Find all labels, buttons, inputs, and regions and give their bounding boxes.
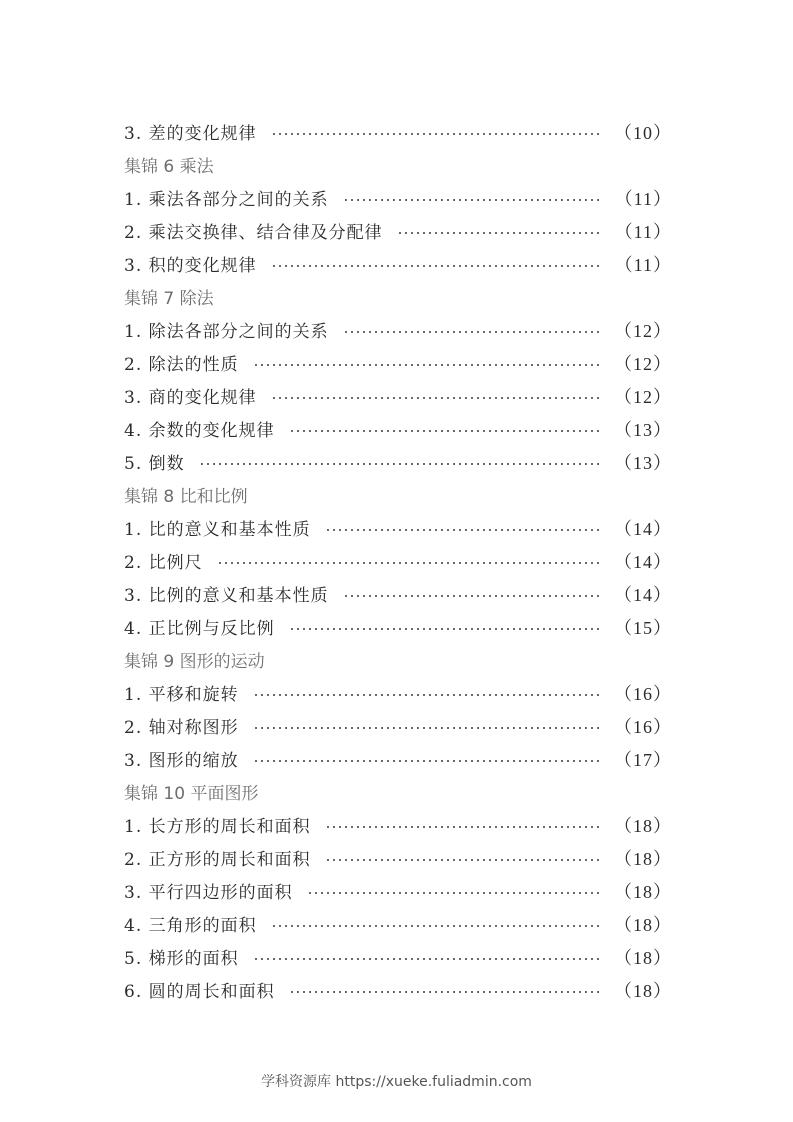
toc-entry-title: 2. 除法的性质 xyxy=(124,355,239,375)
dot-leader xyxy=(397,232,601,234)
toc-page-number: （16） xyxy=(614,716,672,737)
toc-entry[interactable] xyxy=(124,907,672,940)
toc-entry[interactable] xyxy=(124,709,672,742)
toc-page-number: （12） xyxy=(614,353,672,374)
toc-page-number: （15） xyxy=(614,617,672,638)
toc-page-number: （18） xyxy=(614,980,672,1001)
toc-entry-title: 4. 三角形的面积 xyxy=(124,916,257,936)
toc-entry-title: 4. 余数的变化规律 xyxy=(124,421,275,441)
dot-leader xyxy=(253,958,600,960)
toc-entry-title: 3. 平行四边形的面积 xyxy=(124,883,293,903)
toc-page-number: （13） xyxy=(614,452,672,473)
toc-page-number: （12） xyxy=(614,386,672,407)
section-heading-text: 集锦 6 乘法 xyxy=(124,157,214,177)
dot-leader xyxy=(271,265,601,267)
toc-page-number: （13） xyxy=(614,419,672,440)
toc-page-number: （11） xyxy=(614,188,672,209)
toc-page-number: （18） xyxy=(614,881,672,902)
toc-entry-title: 3. 商的变化规律 xyxy=(124,388,257,408)
toc-page-number: （11） xyxy=(614,254,672,275)
toc-entry-title: 2. 乘法交换律、结合律及分配律 xyxy=(124,223,383,243)
toc-entry[interactable] xyxy=(124,577,672,610)
toc-entry[interactable] xyxy=(124,379,672,412)
toc-page-number: （18） xyxy=(614,947,672,968)
footer-watermark: 学科资源库 https://xueke.fuliadmin.com xyxy=(261,1074,532,1090)
dot-leader xyxy=(307,892,600,894)
toc-entry-title: 5. 梯形的面积 xyxy=(124,949,239,969)
toc-entry[interactable] xyxy=(124,247,672,280)
section-heading-text: 集锦 7 除法 xyxy=(124,289,214,309)
toc-entry[interactable] xyxy=(124,313,672,346)
table-of-contents xyxy=(124,115,672,1006)
toc-entry[interactable] xyxy=(124,676,672,709)
dot-leader xyxy=(325,826,600,828)
toc-entry-title: 2. 轴对称图形 xyxy=(124,718,239,738)
toc-entry[interactable] xyxy=(124,115,672,148)
toc-page-number: （17） xyxy=(614,749,672,770)
dot-leader xyxy=(253,364,600,366)
toc-entry-title: 2. 比例尺 xyxy=(124,553,203,573)
dot-leader xyxy=(289,991,600,993)
dot-leader xyxy=(217,562,600,564)
toc-entry[interactable] xyxy=(124,808,672,841)
toc-entry[interactable] xyxy=(124,511,672,544)
toc-entry[interactable] xyxy=(124,544,672,577)
toc-page-number: （18） xyxy=(614,848,672,869)
dot-leader xyxy=(253,760,600,762)
section-heading-text: 集锦 10 平面图形 xyxy=(124,784,259,804)
toc-entry-title: 6. 圆的周长和面积 xyxy=(124,982,275,1002)
dot-leader xyxy=(343,595,600,597)
toc-entry[interactable] xyxy=(124,346,672,379)
toc-page-number: （10） xyxy=(614,122,672,143)
dot-leader xyxy=(325,529,600,531)
toc-entry-title: 1. 长方形的周长和面积 xyxy=(124,817,311,837)
toc-entry-title: 1. 平移和旋转 xyxy=(124,685,239,705)
toc-page-number: （14） xyxy=(614,584,672,605)
dot-leader xyxy=(325,859,600,861)
toc-page-number: （14） xyxy=(614,518,672,539)
toc-entry[interactable] xyxy=(124,445,672,478)
section-heading-text: 集锦 8 比和比例 xyxy=(124,487,248,507)
dot-leader xyxy=(343,331,600,333)
toc-entry-title: 3. 积的变化规律 xyxy=(124,256,257,276)
toc-entry[interactable] xyxy=(124,940,672,973)
section-heading xyxy=(124,148,672,181)
toc-page-number: （12） xyxy=(614,320,672,341)
toc-entry[interactable] xyxy=(124,874,672,907)
dot-leader xyxy=(253,694,600,696)
toc-entry[interactable] xyxy=(124,181,672,214)
toc-entry-title: 1. 除法各部分之间的关系 xyxy=(124,322,329,342)
toc-entry-title: 5. 倒数 xyxy=(124,454,185,474)
dot-leader xyxy=(271,133,600,135)
toc-entry-title: 4. 正比例与反比例 xyxy=(124,619,275,639)
toc-entry-title: 2. 正方形的周长和面积 xyxy=(124,850,311,870)
section-heading xyxy=(124,478,672,511)
toc-page-number: （14） xyxy=(614,551,672,572)
dot-leader xyxy=(253,727,600,729)
section-heading xyxy=(124,280,672,313)
toc-entry-title: 3. 差的变化规律 xyxy=(124,124,257,144)
toc-entry-title: 3. 比例的意义和基本性质 xyxy=(124,586,329,606)
toc-entry[interactable] xyxy=(124,412,672,445)
toc-page-number: （18） xyxy=(614,914,672,935)
section-heading-text: 集锦 9 图形的运动 xyxy=(124,652,265,672)
dot-leader xyxy=(271,397,600,399)
toc-entry-title: 1. 比的意义和基本性质 xyxy=(124,520,311,540)
toc-page-number: （11） xyxy=(614,221,672,242)
dot-leader xyxy=(199,463,600,465)
section-heading xyxy=(124,643,672,676)
toc-entry-title: 3. 图形的缩放 xyxy=(124,751,239,771)
dot-leader xyxy=(271,925,600,927)
section-heading xyxy=(124,775,672,808)
toc-entry[interactable] xyxy=(124,841,672,874)
dot-leader xyxy=(289,430,600,432)
toc-page-number: （16） xyxy=(614,683,672,704)
toc-page-number: （18） xyxy=(614,815,672,836)
toc-entry[interactable] xyxy=(124,610,672,643)
dot-leader xyxy=(289,628,600,630)
toc-entry[interactable] xyxy=(124,973,672,1006)
toc-entry-title: 1. 乘法各部分之间的关系 xyxy=(124,190,329,210)
dot-leader xyxy=(343,199,601,201)
toc-entry[interactable] xyxy=(124,214,672,247)
toc-entry[interactable] xyxy=(124,742,672,775)
